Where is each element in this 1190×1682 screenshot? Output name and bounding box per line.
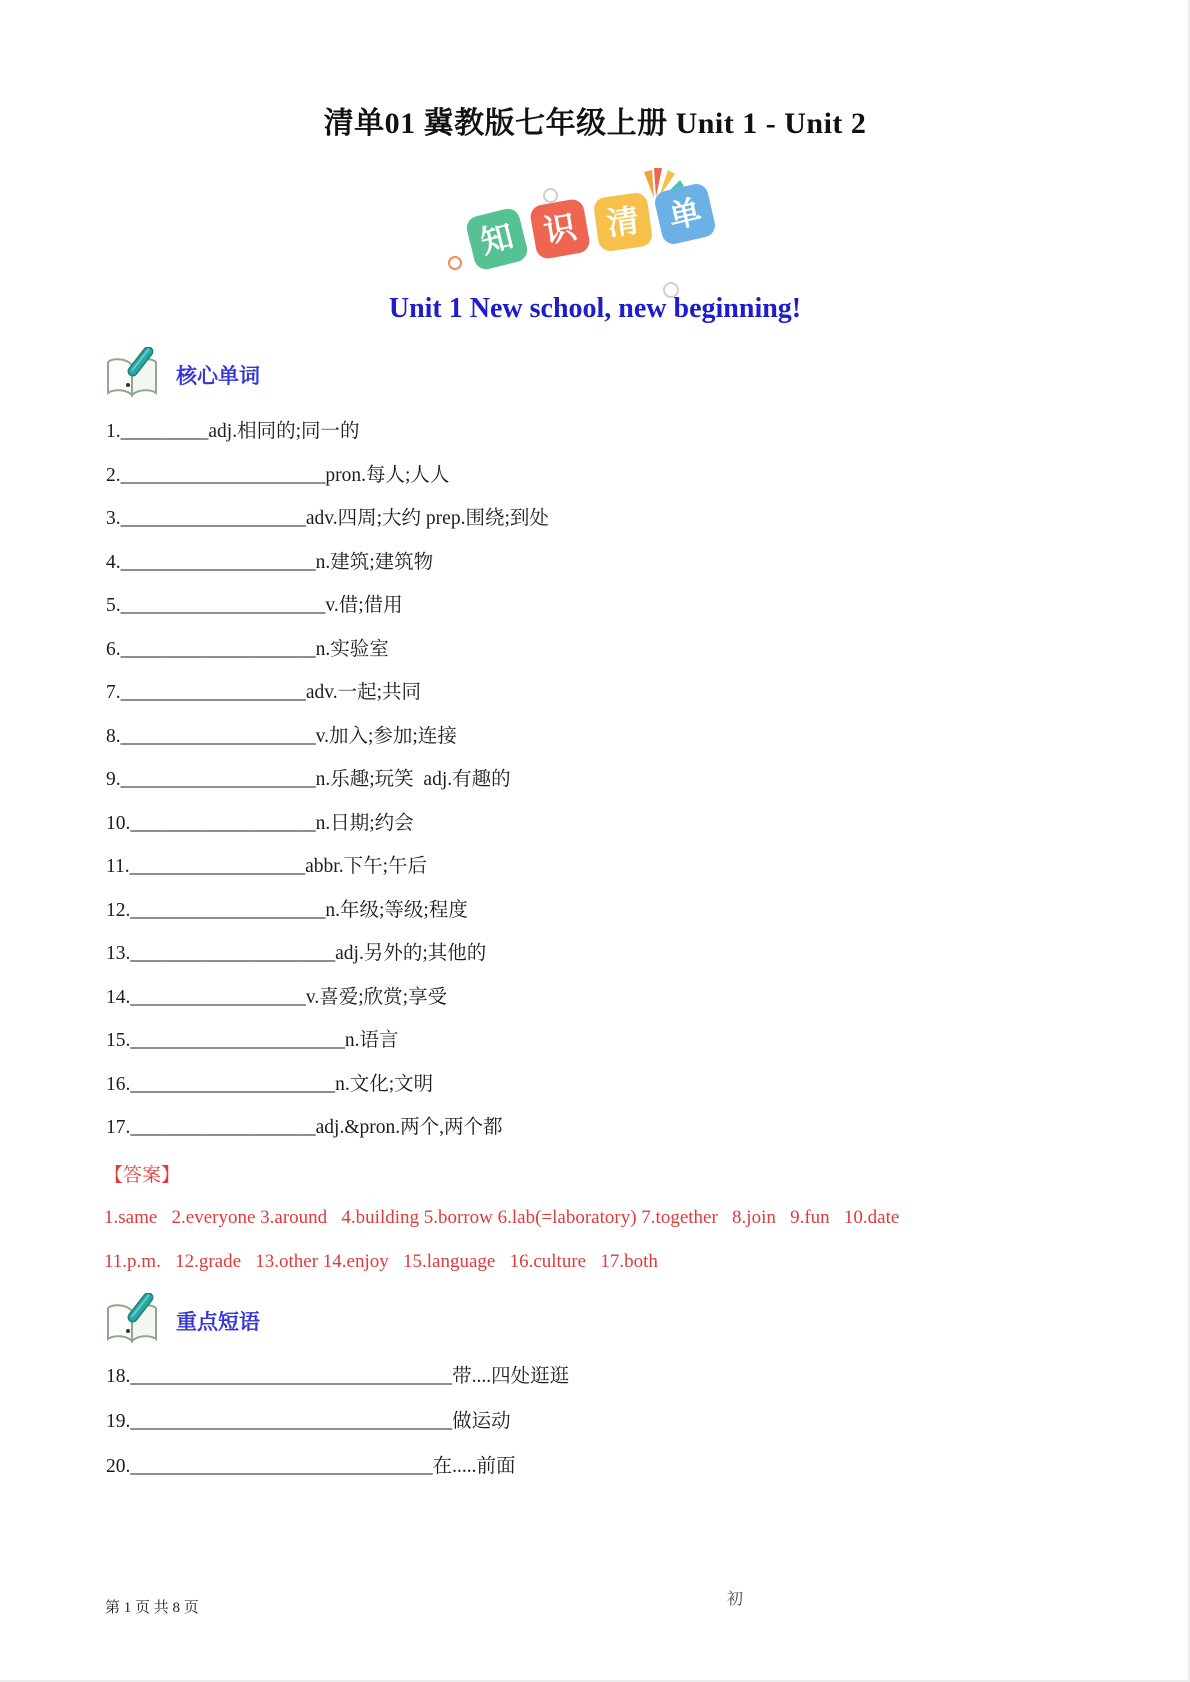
word-number: 5. <box>106 595 121 616</box>
word-definition: v.加入;参加;连接 <box>315 725 457 747</box>
word-item <box>106 454 1190 498</box>
word-number: 3. <box>106 508 121 529</box>
fill-blank: ____________________ <box>120 725 316 747</box>
badge-tile-char: 知 <box>477 217 517 261</box>
word-definition: v.借;借用 <box>325 595 403 616</box>
page-title: 清单01 冀教版七年级上册 Unit 1 - Unit 2 <box>323 107 867 140</box>
page-number-footer: 第 1 页 共 8 页 <box>105 1600 199 1616</box>
phrase-definition: 做运动 <box>452 1410 511 1432</box>
badge-tile-char: 单 <box>665 192 705 236</box>
phrase-item <box>106 1399 1190 1444</box>
fill-blank: _____________________ <box>130 1073 336 1095</box>
phrase-number: 20. <box>106 1455 131 1477</box>
word-item <box>106 758 1190 802</box>
word-item <box>106 889 1190 933</box>
fill-blank: _____________________ <box>120 464 326 486</box>
word-definition: n.语言 <box>344 1030 399 1051</box>
core-word-list <box>106 410 1190 1150</box>
fill-blank: ____________________ <box>120 551 316 573</box>
phrase-item <box>106 1444 1190 1489</box>
word-definition: n.乐趣;玩笑 adj.有趣的 <box>315 769 511 790</box>
phrase-definition: 带....四处逛逛 <box>452 1365 570 1387</box>
fill-blank: _________________________________ <box>130 1410 453 1432</box>
fill-blank: ___________________ <box>120 508 306 529</box>
section-header-key-phrases <box>104 1290 1190 1352</box>
word-number: 4. <box>106 551 121 573</box>
fill-blank: _______________________________ <box>130 1455 433 1477</box>
word-number: 2. <box>106 464 121 486</box>
fill-blank: _________ <box>120 421 209 442</box>
word-number: 6. <box>106 638 121 660</box>
badge-tile-zhi <box>464 206 529 271</box>
word-number: 14. <box>106 986 131 1008</box>
word-definition: adj.相同的;同一的 <box>208 421 360 442</box>
word-item <box>106 1019 1190 1063</box>
answer-label: 【答案】 <box>104 1164 181 1186</box>
phrase-number: 19. <box>106 1410 131 1432</box>
badge-tile-char: 清 <box>604 201 642 243</box>
word-number: 12. <box>106 899 131 921</box>
word-item <box>106 410 1190 454</box>
word-definition: n.日期;约会 <box>315 812 414 834</box>
fill-blank: _________________________________ <box>130 1365 453 1387</box>
word-item <box>106 802 1190 846</box>
fill-blank: ____________________ <box>120 769 316 790</box>
knowledge-list-badge <box>0 156 1190 284</box>
word-definition: n.实验室 <box>315 638 389 660</box>
word-item <box>106 584 1190 628</box>
fill-blank: _____________________ <box>120 595 326 616</box>
word-number: 9. <box>106 769 121 790</box>
fill-blank: ___________________ <box>120 682 306 703</box>
fill-blank: ______________________ <box>130 1030 345 1051</box>
key-phrase-list <box>106 1354 1190 1489</box>
word-item <box>106 1063 1190 1107</box>
word-number: 1. <box>106 421 121 442</box>
decor-circle-icon <box>448 256 462 270</box>
word-item <box>106 845 1190 889</box>
fill-blank: ____________________ <box>130 899 326 921</box>
badge-tile-qing <box>593 192 654 253</box>
word-definition: n.文化;文明 <box>335 1073 434 1095</box>
word-definition: adv.一起;共同 <box>305 682 422 703</box>
word-definition: adv.四周;大约 prep.围绕;到处 <box>305 508 549 529</box>
word-item <box>106 671 1190 715</box>
word-number: 7. <box>106 682 121 703</box>
word-item <box>106 541 1190 585</box>
word-number: 10. <box>106 812 131 834</box>
word-definition: pron.每人;人人 <box>325 464 450 486</box>
word-number: 16. <box>106 1073 131 1095</box>
fill-blank: __________________ <box>129 856 306 877</box>
word-definition: v.喜爱;欣赏;享受 <box>305 986 448 1008</box>
word-item <box>106 932 1190 976</box>
footer-watermark: 初 <box>727 1591 744 1608</box>
word-item <box>106 976 1190 1020</box>
book-pencil-icon <box>104 1293 162 1349</box>
phrase-number: 18. <box>106 1365 131 1387</box>
decor-circle-icon <box>663 282 679 298</box>
unit-heading: Unit 1 New school, new beginning! <box>388 293 802 324</box>
fill-blank: ___________________ <box>130 1117 316 1138</box>
answer-line-1: 1.same 2.everyone 3.around 4.building 5.borrow 6.lab(=laboratory) 7.together 8.join 9.fun 10.date <box>104 1206 900 1228</box>
word-number: 11. <box>106 856 130 877</box>
word-number: 15. <box>106 1030 131 1051</box>
fill-blank: _____________________ <box>130 943 336 964</box>
badge-tile-shi <box>529 198 592 261</box>
section-label: 核心单词 <box>176 365 260 388</box>
word-number: 8. <box>106 725 121 747</box>
word-definition: adj.另外的;其他的 <box>335 943 487 964</box>
phrase-item <box>106 1354 1190 1399</box>
phrase-definition: 在.....前面 <box>432 1455 516 1477</box>
section-label: 重点短语 <box>176 1310 260 1334</box>
decor-circle-icon <box>543 188 558 203</box>
word-item <box>106 628 1190 672</box>
book-pencil-icon <box>104 347 162 403</box>
badge-tile-char: 识 <box>541 208 579 250</box>
badge-tile-dan <box>653 182 718 247</box>
word-item <box>106 497 1190 541</box>
word-definition: abbr.下午;午后 <box>305 856 428 877</box>
word-number: 17. <box>106 1117 131 1138</box>
word-definition: n.年级;等级;程度 <box>325 899 468 921</box>
fill-blank: ___________________ <box>130 812 316 834</box>
section-header-core-words <box>104 344 1190 406</box>
word-item <box>106 1106 1190 1150</box>
fill-blank: ____________________ <box>120 638 316 660</box>
word-number: 13. <box>106 943 131 964</box>
word-definition: adj.&pron.两个,两个都 <box>315 1117 503 1138</box>
word-definition: n.建筑;建筑物 <box>315 551 434 573</box>
answer-line-2: 11.p.m. 12.grade 13.other 14.enjoy 15.language 16.culture 17.both <box>104 1250 658 1272</box>
fill-blank: __________________ <box>130 986 306 1008</box>
word-item <box>106 715 1190 759</box>
